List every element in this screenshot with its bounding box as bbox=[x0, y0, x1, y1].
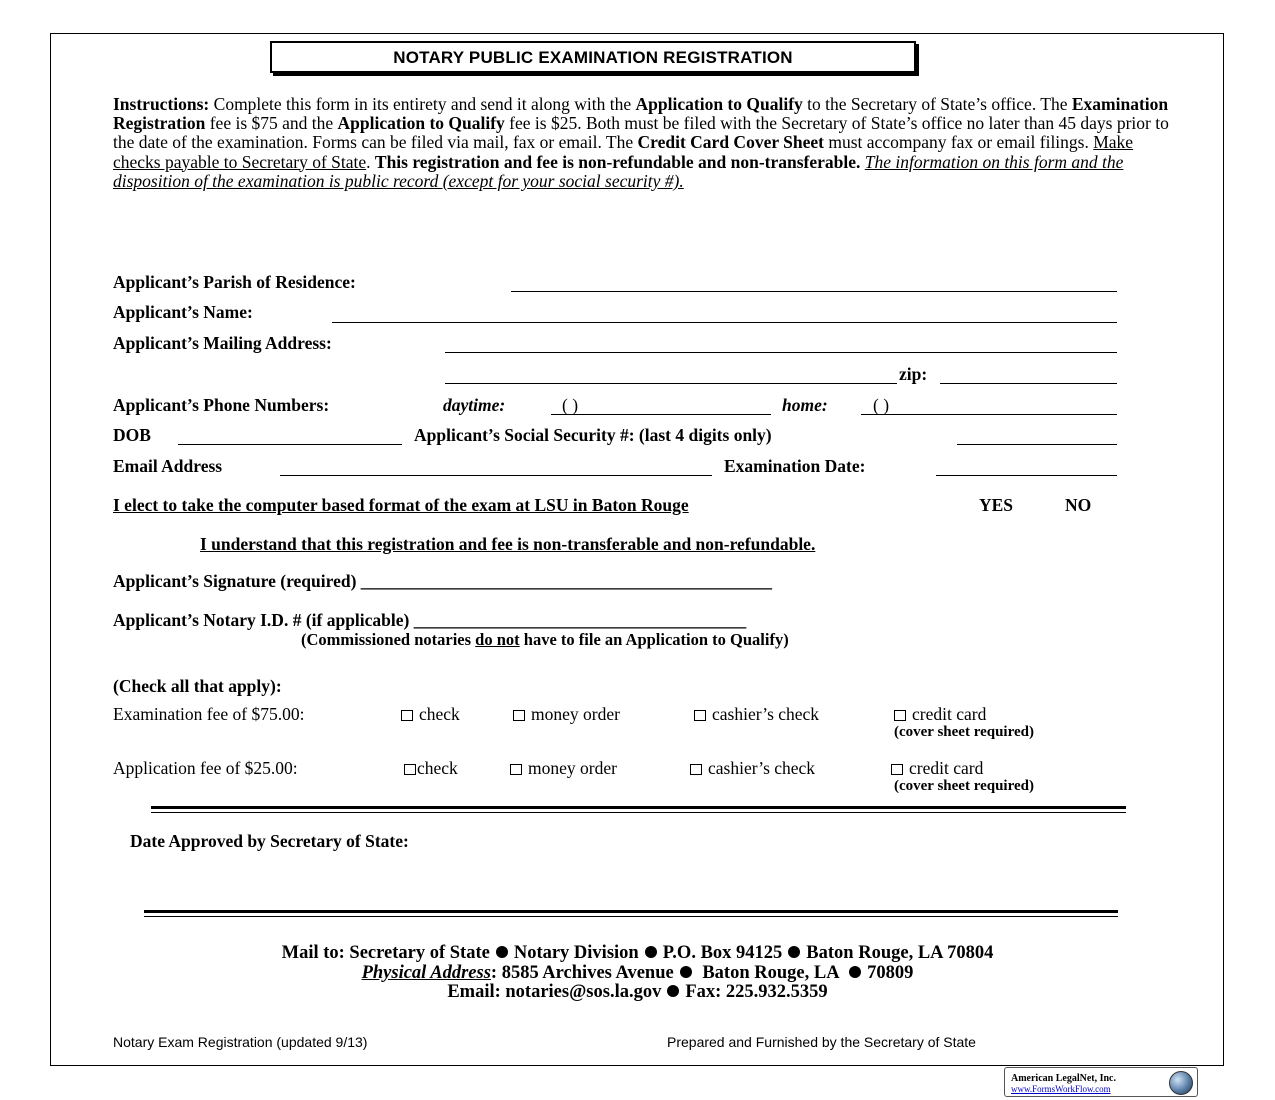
mail-division-text: Notary Division bbox=[513, 943, 639, 963]
footer-right: Prepared and Furnished by the Secretary of State bbox=[667, 1034, 976, 1050]
exam-fee-credit-card-option[interactable] bbox=[894, 704, 986, 725]
signature-line[interactable]: Applicant’s Signature (required) _______________________________________________ bbox=[113, 571, 773, 591]
checkbox-icon[interactable] bbox=[404, 764, 416, 775]
parish-label: Applicant’s Parish of Residence: bbox=[113, 272, 356, 292]
contact-fax: Fax: 225.932.5359 bbox=[685, 982, 828, 1002]
instructions-bold-4: Credit Card Cover Sheet bbox=[637, 132, 824, 153]
date-approved-label: Date Approved by Secretary of State: bbox=[130, 831, 409, 851]
bullet-icon bbox=[788, 946, 800, 958]
exam-date-label: Examination Date: bbox=[724, 456, 866, 476]
exam-fee-cover-sheet-note: (cover sheet required) bbox=[894, 724, 1034, 740]
mail-to-text: Mail to: Secretary of State bbox=[281, 943, 490, 963]
commissioned-note-b: have to file an Application to Qualify) bbox=[519, 630, 789, 649]
form-title-box bbox=[270, 41, 916, 73]
exam-fee-money-order-text: money order bbox=[531, 704, 620, 724]
instructions-bold-3: Application to Qualify bbox=[337, 113, 505, 134]
checkbox-icon[interactable] bbox=[401, 710, 413, 721]
mail-line-1 bbox=[0, 944, 1275, 964]
exam-date-field[interactable] bbox=[936, 475, 1117, 476]
physical-address-street: : 8585 Archives Avenue bbox=[490, 963, 674, 983]
mail-line-2 bbox=[0, 964, 1275, 984]
checkbox-icon[interactable] bbox=[690, 764, 702, 775]
bullet-icon bbox=[680, 966, 692, 978]
email-label: Email Address bbox=[113, 456, 223, 476]
checkbox-icon[interactable] bbox=[510, 764, 522, 775]
checkbox-icon[interactable] bbox=[694, 710, 706, 721]
understand-statement: I understand that this registration and fee is non-transferable and non-refundable. bbox=[200, 534, 816, 554]
mailing-address-field[interactable] bbox=[445, 352, 1117, 353]
app-fee-check-option[interactable] bbox=[404, 758, 458, 779]
app-fee-check-text: check bbox=[417, 758, 458, 778]
instructions-bold-2: Examination Registration bbox=[113, 94, 1169, 134]
phone-label: Applicant’s Phone Numbers: bbox=[113, 395, 330, 415]
checkbox-icon[interactable] bbox=[891, 764, 903, 775]
instructions-paragraph bbox=[113, 95, 1173, 191]
home-label: home: bbox=[782, 395, 828, 415]
app-fee-money-order-text: money order bbox=[528, 758, 617, 778]
instructions-text-1: Complete this form in its entirety and send it along with the bbox=[209, 94, 636, 114]
instructions-text-5: must accompany fax or email filings. bbox=[824, 132, 1094, 153]
bullet-icon bbox=[849, 966, 861, 978]
app-fee-credit-text: credit card bbox=[909, 758, 984, 778]
physical-address-label: Physical Address bbox=[361, 963, 491, 983]
home-area-paren: ( ) bbox=[873, 395, 890, 415]
no-option[interactable]: NO bbox=[1065, 495, 1092, 515]
instructions-checks-payable: Make checks payable to Secretary of State bbox=[113, 132, 1134, 172]
logo-url[interactable]: www.FormsWorkFlow.com bbox=[1011, 1084, 1111, 1094]
instructions-text-3: fee is $75 and the bbox=[205, 113, 338, 134]
home-phone-field[interactable] bbox=[861, 414, 1117, 415]
daytime-label: daytime: bbox=[443, 395, 506, 415]
instructions-nonrefundable: This registration and fee is non-refundable and non-transferable. bbox=[374, 151, 861, 172]
exam-fee-check-text: check bbox=[419, 704, 460, 724]
name-label: Applicant’s Name: bbox=[113, 302, 253, 322]
instructions-text-4: fee is $25. Both must be filed with the Secretary of State’s office no later than 45 days prior to the date of the examination. Forms can be filed via mail, fax or email. The bbox=[113, 113, 1169, 153]
divider-top bbox=[151, 806, 1126, 813]
checkbox-icon[interactable] bbox=[894, 710, 906, 721]
mail-po-box-text: P.O. Box 94125 bbox=[662, 943, 783, 963]
yes-option[interactable]: YES bbox=[979, 495, 1014, 515]
instructions-lead: Instructions: bbox=[113, 94, 210, 114]
mail-city-text: Baton Rouge, LA 70804 bbox=[806, 943, 994, 963]
ssn-label: Applicant’s Social Security #: (last 4 digits only) bbox=[414, 425, 772, 445]
app-fee-label: Application fee of $25.00: bbox=[113, 758, 298, 778]
exam-fee-money-order-option[interactable] bbox=[513, 704, 620, 725]
exam-fee-label: Examination fee of $75.00: bbox=[113, 704, 305, 724]
bullet-icon bbox=[645, 946, 657, 958]
app-fee-money-order-option[interactable] bbox=[510, 758, 617, 779]
globe-icon bbox=[1169, 1071, 1193, 1095]
footer-left: Notary Exam Registration (updated 9/13) bbox=[113, 1034, 368, 1050]
bullet-icon bbox=[496, 946, 508, 958]
instructions-bold-1: Application to Qualify bbox=[635, 94, 803, 114]
zip-field[interactable] bbox=[940, 383, 1117, 384]
mailing-address-label: Applicant’s Mailing Address: bbox=[113, 333, 332, 353]
exam-fee-cashiers-check-option[interactable] bbox=[694, 704, 819, 725]
app-fee-cover-sheet-note: (cover sheet required) bbox=[894, 778, 1034, 794]
dob-field[interactable] bbox=[178, 444, 402, 445]
physical-address-zip: 70809 bbox=[867, 963, 914, 983]
instructions-public-record: The information on this form and the disposition of the examination is public record (except for your social security #). bbox=[113, 151, 1124, 191]
parish-field[interactable] bbox=[511, 291, 1117, 292]
email-field[interactable] bbox=[280, 475, 712, 476]
exam-fee-credit-text: credit card bbox=[912, 704, 987, 724]
instructions-text-6: . bbox=[366, 151, 375, 172]
daytime-area-paren: ( ) bbox=[562, 395, 579, 415]
computer-format-election: I elect to take the computer based format of the exam at LSU in Baton Rouge bbox=[113, 495, 689, 515]
divider-bottom bbox=[144, 910, 1118, 917]
ssn-field[interactable] bbox=[957, 444, 1117, 445]
zip-label: zip: bbox=[899, 364, 928, 384]
mailing-address-line2-field[interactable] bbox=[445, 383, 897, 384]
form-title: NOTARY PUBLIC EXAMINATION REGISTRATION bbox=[393, 48, 793, 67]
bullet-icon bbox=[667, 985, 679, 997]
commissioned-note-a: (Commissioned notaries bbox=[301, 630, 476, 649]
american-legalnet-logo[interactable] bbox=[1004, 1067, 1198, 1097]
exam-fee-cashiers-text: cashier’s check bbox=[712, 704, 820, 724]
notary-id-line[interactable]: Applicant’s Notary I.D. # (if applicable) ______________________________________ bbox=[113, 610, 747, 630]
app-fee-cashiers-check-option[interactable] bbox=[690, 758, 815, 779]
name-field[interactable] bbox=[332, 322, 1117, 323]
app-fee-credit-card-option[interactable] bbox=[891, 758, 983, 779]
physical-address-city: Baton Rouge, LA bbox=[697, 963, 844, 983]
app-fee-cashiers-text: cashier’s check bbox=[708, 758, 816, 778]
commissioned-note bbox=[301, 630, 789, 650]
exam-fee-check-option[interactable] bbox=[401, 704, 460, 725]
contact-email: Email: notaries@sos.la.gov bbox=[447, 982, 662, 1002]
check-all-label: (Check all that apply): bbox=[113, 676, 282, 696]
commissioned-note-do-not: do not bbox=[475, 630, 520, 649]
dob-label: DOB bbox=[113, 425, 151, 445]
instructions-text-2: to the Secretary of State’s office. The bbox=[802, 94, 1072, 114]
daytime-phone-field[interactable] bbox=[551, 414, 771, 415]
checkbox-icon[interactable] bbox=[513, 710, 525, 721]
logo-company-name: American LegalNet, Inc. bbox=[1011, 1073, 1116, 1084]
mail-line-3 bbox=[0, 983, 1275, 1003]
